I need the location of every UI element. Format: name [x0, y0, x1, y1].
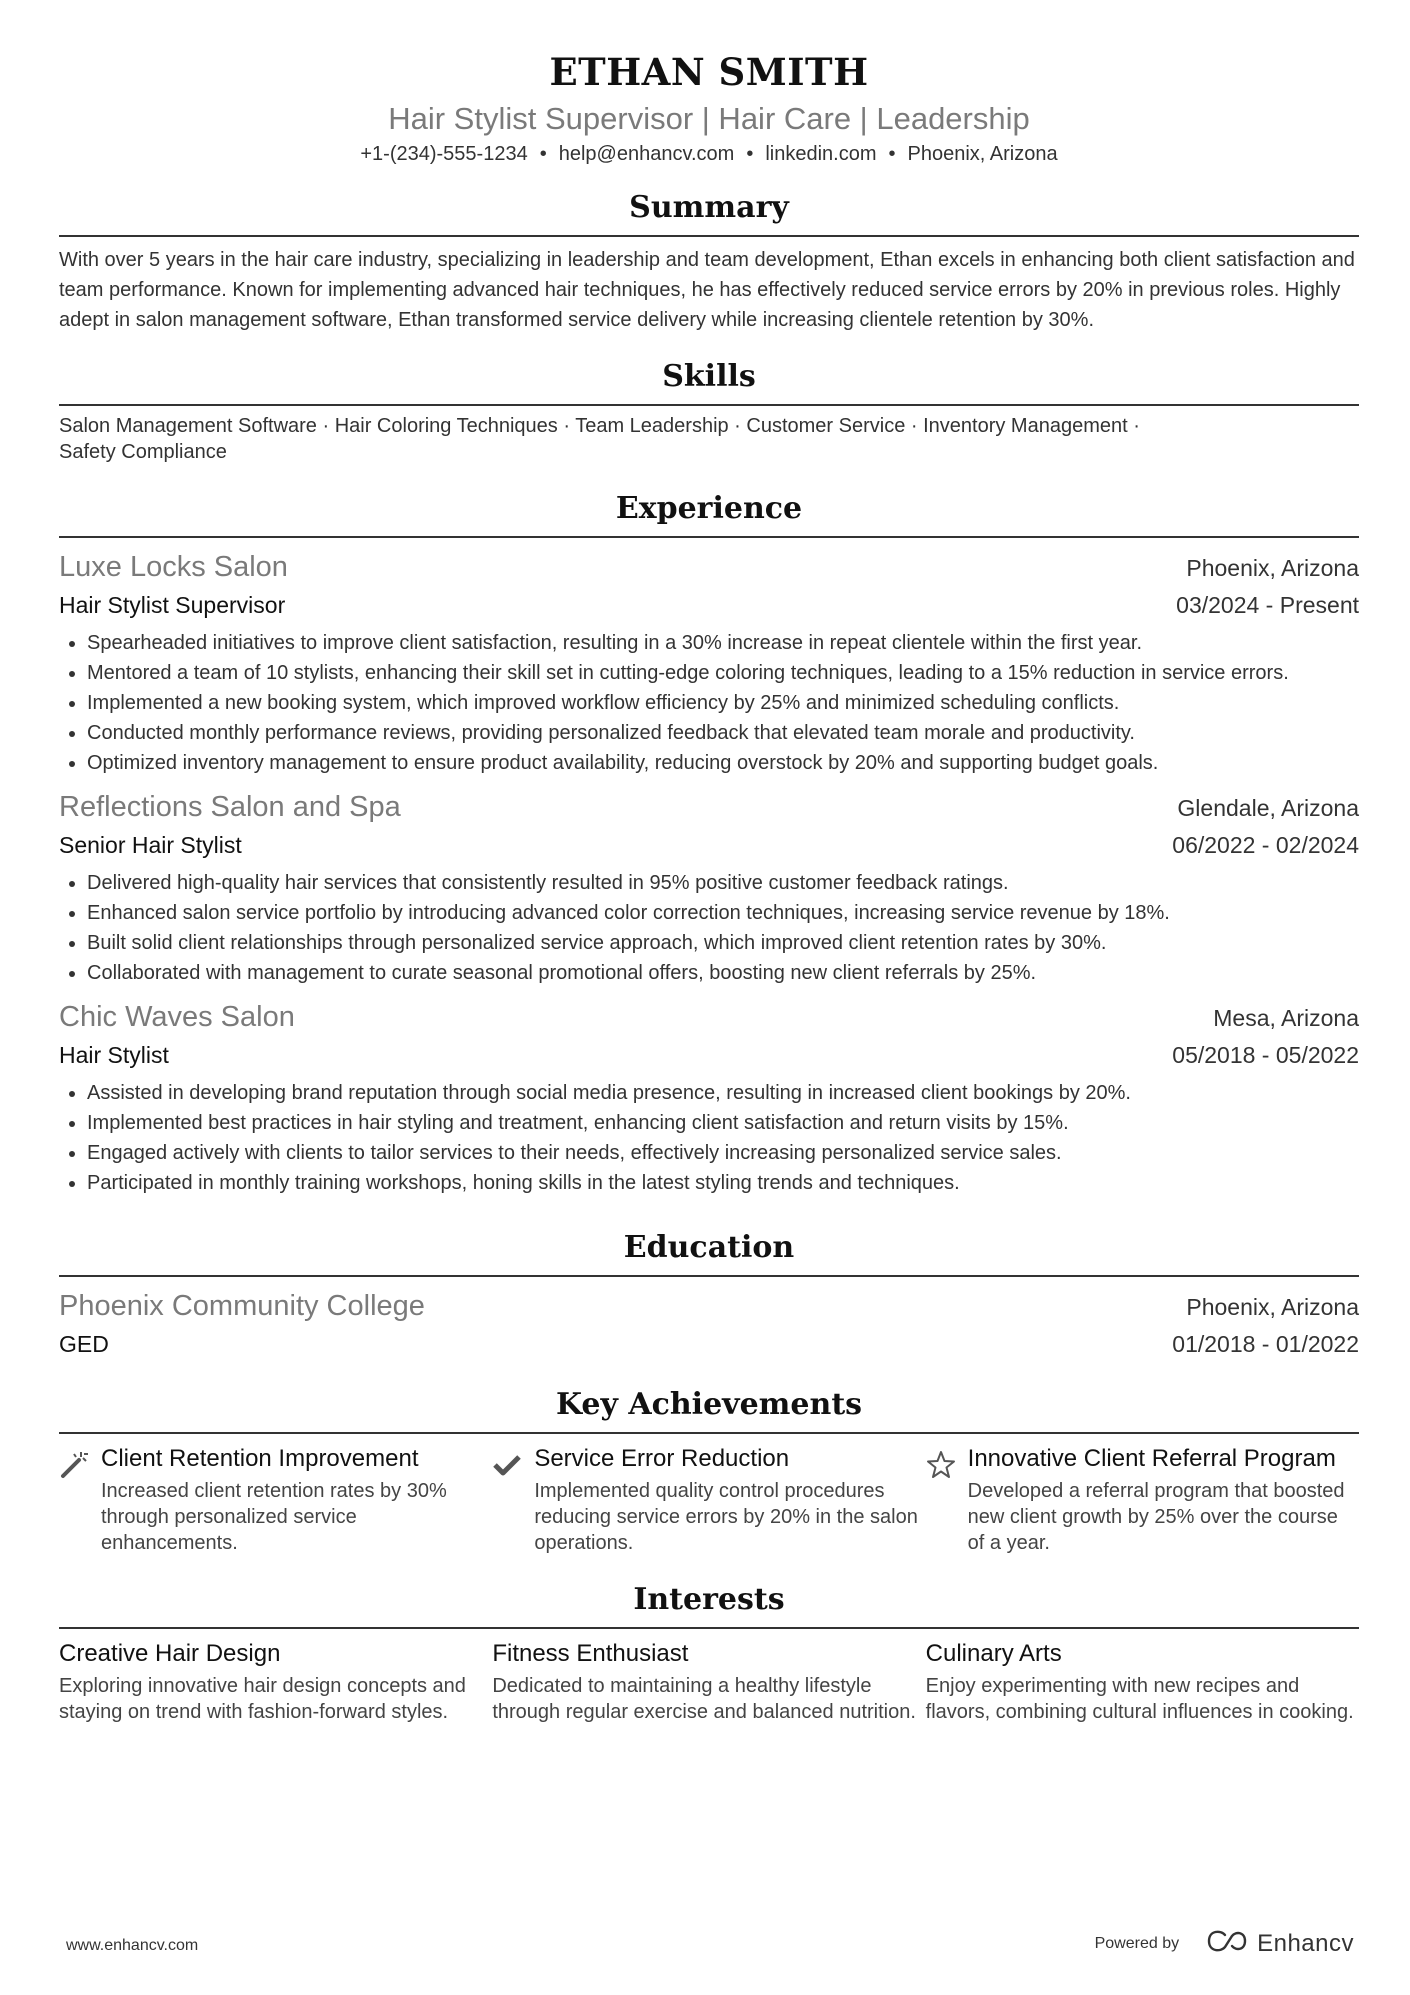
contact-linkedin[interactable]: linkedin.com: [765, 143, 877, 165]
job-role: Hair Stylist Supervisor: [59, 592, 286, 618]
job-company: Chic Waves Salon: [59, 1001, 295, 1033]
job-role: Hair Stylist: [59, 1042, 169, 1068]
job-bullets: [59, 628, 1359, 778]
education-dates: 01/2018 - 01/2022: [1172, 1331, 1359, 1357]
achievement-title: Service Error Reduction: [534, 1445, 790, 1472]
skills-line: Salon Management Software · Hair Coloring Techniques · Team Leadership · Customer Service · Inventory Management ·: [59, 415, 1140, 437]
interests-list: [59, 1639, 1359, 1725]
job-bullet: • Assisted in developing brand reputation through social media presence, resulting in increased client bookings by 20%.: [87, 1078, 1359, 1108]
footer-website[interactable]: www.enhancv.com: [66, 1937, 199, 1954]
interest-title: Creative Hair Design: [59, 1640, 281, 1667]
achievement-title: Innovative Client Referral Program: [967, 1445, 1336, 1472]
achievement-desc: Developed a referral program that boosted new client growth by 25% over the course of a year.: [967, 1480, 1345, 1554]
job-bullet: • Participated in monthly training workshops, honing skills in the latest styling trends and techniques.: [87, 1168, 1359, 1198]
job-company: Reflections Salon and Spa: [59, 791, 401, 823]
interest-desc: Dedicated to maintaining a healthy lifestyle through regular exercise and balanced nutrition.: [492, 1675, 916, 1723]
job-bullet: • Collaborated with management to curate seasonal promotional offers, boosting new client referrals by 25%.: [87, 958, 1359, 988]
job-bullet: • Enhanced salon service portfolio by introducing advanced color correction techniques, increasing service revenue by 18%.: [87, 898, 1359, 928]
contact-phone: +1-(234)-555-1234: [360, 143, 528, 165]
summary-text: With over 5 years in the hair care industry, specializing in leadership and team development, Ethan excels in enhancing both client satisfaction and team performance. Known for implementing advanced hair techniques, he has effectively reduced service errors by 20% in previous roles. Highly adept in salon management software, Ethan transformed service delivery while increasing clientele retention by 30%.: [59, 249, 1355, 331]
checkmark-icon: [492, 1444, 534, 1556]
contact-line: [59, 140, 1359, 168]
job-bullet: • Conducted monthly performance reviews, providing personalized feedback that elevated team morale and productivity.: [87, 718, 1359, 748]
summary-title: Summary: [59, 188, 1359, 237]
contact-location: Phoenix, Arizona: [907, 143, 1058, 165]
job-dates: 06/2022 - 02/2024: [1172, 832, 1359, 858]
job-bullet: • Implemented best practices in hair styling and treatment, enhancing client satisfaction and return visits by 15%.: [87, 1108, 1359, 1138]
contact-separator: •: [888, 143, 896, 165]
job-role: Senior Hair Stylist: [59, 832, 242, 858]
skills-list: [59, 413, 1359, 465]
candidate-subtitle: Hair Stylist Supervisor | Hair Care | Leadership: [388, 101, 1030, 136]
job-entry: [59, 548, 1359, 778]
job-bullet: • Spearheaded initiatives to improve client satisfaction, resulting in a 30% increase in repeat clientele within the first year.: [87, 628, 1359, 658]
achievements-section: [59, 1385, 1359, 1556]
candidate-name: ETHAN SMITH: [549, 50, 869, 94]
contact-separator: •: [746, 143, 754, 165]
magic-wand-icon: [59, 1444, 101, 1556]
education-school: Phoenix Community College: [59, 1290, 425, 1322]
job-bullet: • Built solid client relationships through personalized service approach, which improved client retention rates by 30%.: [87, 928, 1359, 958]
resume-header: [59, 48, 1359, 168]
job-bullet: • Mentored a team of 10 stylists, enhancing their skill set in cutting-edge coloring techniques, leading to a 15% reduction in service errors.: [87, 658, 1359, 688]
achievement-desc: Implemented quality control procedures reducing service errors by 20% in the salon operations.: [534, 1480, 918, 1554]
achievement-title: Client Retention Improvement: [101, 1445, 419, 1472]
job-entry: [59, 788, 1359, 988]
powered-by-label: Powered by: [1094, 1934, 1180, 1952]
education-entry: [59, 1287, 1359, 1363]
job-dates: 03/2024 - Present: [1176, 592, 1359, 618]
education-degree: GED: [59, 1331, 109, 1357]
enhancv-logo-icon: [1205, 1928, 1249, 1959]
job-location: Mesa, Arizona: [1213, 1005, 1359, 1031]
star-icon: [926, 1444, 968, 1556]
achievement-item: [926, 1444, 1359, 1556]
job-bullet: • Implemented a new booking system, which improved workflow efficiency by 25% and minimized scheduling conflicts.: [87, 688, 1359, 718]
enhancv-brand-name: Enhancv: [1257, 1929, 1354, 1957]
education-section: [59, 1228, 1359, 1363]
interest-desc: Enjoy experimenting with new recipes and flavors, combining cultural influences in cooking.: [925, 1675, 1354, 1723]
interests-title: Interests: [59, 1580, 1359, 1629]
job-bullet: • Optimized inventory management to ensure product availability, reducing overstock by 20% and supporting budget goals.: [87, 748, 1359, 778]
interest-title: Fitness Enthusiast: [492, 1640, 689, 1667]
achievements-list: [59, 1444, 1359, 1556]
interest-desc: Exploring innovative hair design concepts and staying on trend with fashion-forward styles.: [59, 1675, 466, 1723]
achievement-item: [59, 1444, 492, 1556]
achievement-item: [492, 1444, 925, 1556]
education-title: Education: [59, 1228, 1359, 1277]
interest-title: Culinary Arts: [925, 1640, 1062, 1667]
job-bullets: [59, 868, 1359, 988]
achievements-title: Key Achievements: [59, 1385, 1359, 1434]
skills-section: [59, 357, 1359, 465]
resume-page: [59, 0, 1359, 1725]
interests-section: [59, 1580, 1359, 1725]
contact-separator: •: [539, 143, 547, 165]
summary-section: [59, 188, 1359, 335]
job-bullets: [59, 1078, 1359, 1198]
job-dates: 05/2018 - 05/2022: [1172, 1042, 1359, 1068]
job-location: Phoenix, Arizona: [1186, 555, 1359, 581]
job-bullet: • Delivered high-quality hair services that consistently resulted in 95% positive customer feedback ratings.: [87, 868, 1359, 898]
job-company: Luxe Locks Salon: [59, 551, 288, 583]
job-bullet: • Engaged actively with clients to tailor services to their needs, effectively increasing personalized service sales.: [87, 1138, 1359, 1168]
job-location: Glendale, Arizona: [1177, 795, 1359, 821]
job-entry: [59, 998, 1359, 1198]
experience-section: [59, 489, 1359, 1198]
interest-item: [59, 1639, 492, 1725]
interest-item: [926, 1639, 1359, 1725]
experience-title: Experience: [59, 489, 1359, 538]
education-location: Phoenix, Arizona: [1186, 1294, 1359, 1320]
contact-email[interactable]: help@enhancv.com: [558, 143, 735, 165]
skills-line: Safety Compliance: [59, 441, 227, 463]
skills-title: Skills: [59, 357, 1359, 406]
footer-branding: [1095, 1928, 1354, 1959]
interest-item: [492, 1639, 925, 1725]
achievement-desc: Increased client retention rates by 30% through personalized service enhancements.: [101, 1480, 447, 1554]
